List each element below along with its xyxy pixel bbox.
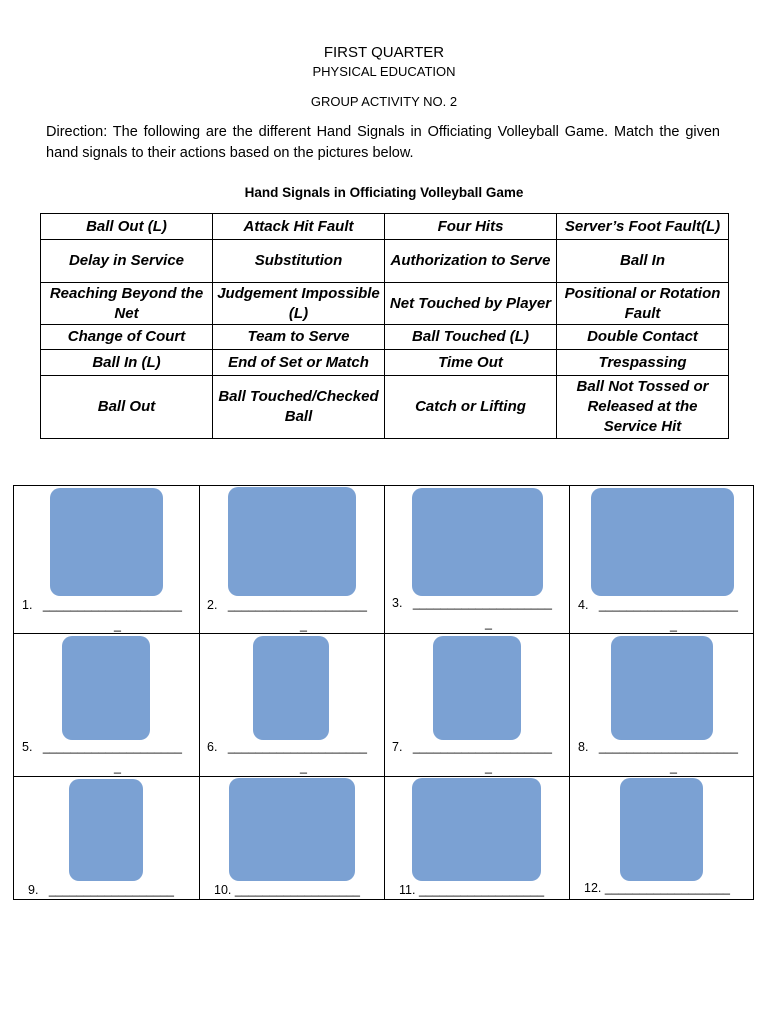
picture-cell	[385, 634, 570, 777]
table-cell: Attack Hit Fault	[213, 214, 385, 240]
answer-label	[207, 598, 367, 612]
answer-label	[392, 596, 552, 610]
answer-number: 10.	[214, 883, 232, 897]
answer-label	[578, 740, 738, 754]
answer-blank[interactable]: ____________________	[412, 740, 552, 754]
answer-number: 12.	[584, 881, 602, 895]
table-cell: Authorization to Serve	[385, 240, 557, 283]
answer-blank[interactable]: ____________________	[227, 598, 367, 612]
table-row	[41, 214, 729, 240]
answer-label	[22, 598, 182, 612]
picture-cell	[14, 634, 200, 777]
picture-cell	[570, 634, 753, 777]
table-cell: Ball Touched (L)	[385, 325, 557, 350]
answer-blank[interactable]: ____________________	[42, 598, 182, 612]
table-cell: Four Hits	[385, 214, 557, 240]
hand-signal-picture	[412, 488, 543, 596]
hand-signal-picture	[62, 636, 150, 740]
picture-cell	[385, 777, 570, 899]
table-row	[41, 325, 729, 350]
answer-blank-tail: _	[114, 618, 121, 632]
answer-label	[214, 883, 360, 897]
table-cell: Ball In (L)	[41, 350, 213, 376]
answer-blank[interactable]: ____________________	[598, 740, 738, 754]
hand-signals-table	[40, 213, 729, 439]
answer-number: 3.	[392, 596, 403, 610]
answer-number: 7.	[392, 740, 403, 754]
table-cell: Double Contact	[557, 325, 729, 350]
answer-blank[interactable]: __________________	[604, 881, 731, 895]
answer-number: 6.	[207, 740, 218, 754]
table-cell: Ball Out	[41, 376, 213, 439]
picture-cell	[570, 777, 753, 899]
answer-number: 9.	[28, 883, 39, 897]
answer-label	[28, 883, 174, 897]
answer-blank[interactable]: ____________________	[42, 740, 182, 754]
answer-label	[584, 881, 730, 895]
table-row	[41, 376, 729, 439]
picture-cell	[14, 777, 200, 899]
answer-label	[578, 598, 738, 612]
answer-label	[22, 740, 182, 754]
table-cell: Ball Not Tossed or Released at the Service Hit	[557, 376, 729, 439]
table-title: Hand Signals in Officiating Volleyball Game	[244, 185, 524, 200]
answer-blank[interactable]: __________________	[418, 883, 545, 897]
subject-heading: PHYSICAL EDUCATION	[312, 64, 456, 79]
activity-heading: GROUP ACTIVITY NO. 2	[310, 94, 458, 109]
hand-signal-picture	[253, 636, 329, 740]
answer-label	[399, 883, 544, 897]
table-cell: Reaching Beyond the Net	[41, 283, 213, 325]
table-cell: Server’s Foot Fault(L)	[557, 214, 729, 240]
table-cell: End of Set or Match	[213, 350, 385, 376]
table-cell: Ball Touched/Checked Ball	[213, 376, 385, 439]
picture-cell	[14, 486, 200, 634]
answer-number: 11.	[399, 883, 416, 897]
table-row	[41, 350, 729, 376]
answer-blank-tail: _	[300, 760, 307, 774]
picture-cell	[200, 634, 385, 777]
table-cell: Team to Serve	[213, 325, 385, 350]
answer-blank-tail: _	[485, 760, 492, 774]
hand-signal-picture	[229, 778, 355, 881]
picture-cell	[570, 486, 753, 634]
answer-blank-tail: _	[485, 616, 492, 630]
hand-signal-picture	[591, 488, 734, 596]
hand-signal-picture	[50, 488, 163, 596]
table-cell: Time Out	[385, 350, 557, 376]
hand-signal-picture	[620, 778, 703, 881]
answer-label	[392, 740, 552, 754]
answer-number: 8.	[578, 740, 589, 754]
table-cell: Judgement Impossible (L)	[213, 283, 385, 325]
picture-cell	[200, 777, 385, 899]
table-row	[41, 240, 729, 283]
picture-cell	[385, 486, 570, 634]
answer-number: 5.	[22, 740, 33, 754]
answer-blank[interactable]: ____________________	[227, 740, 367, 754]
answer-number: 4.	[578, 598, 589, 612]
answer-blank[interactable]: ____________________	[598, 598, 738, 612]
hand-signal-picture	[69, 779, 143, 881]
table-cell: Change of Court	[41, 325, 213, 350]
table-row	[41, 283, 729, 325]
table-cell: Substitution	[213, 240, 385, 283]
table-cell: Net Touched by Player	[385, 283, 557, 325]
answer-number: 1.	[22, 598, 33, 612]
answer-blank-tail: _	[670, 760, 677, 774]
picture-cell	[200, 486, 385, 634]
answer-blank[interactable]: ____________________	[412, 596, 552, 610]
table-cell: Ball Out (L)	[41, 214, 213, 240]
table-cell: Trespassing	[557, 350, 729, 376]
answer-blank-tail: _	[114, 760, 121, 774]
hand-signal-picture	[611, 636, 713, 740]
answer-blank-tail: _	[670, 618, 677, 632]
table-cell: Positional or Rotation Fault	[557, 283, 729, 325]
hand-signal-picture	[433, 636, 521, 740]
answer-blank-tail: _	[300, 618, 307, 632]
quarter-heading: FIRST QUARTER	[323, 44, 445, 61]
hand-signal-picture	[412, 778, 541, 881]
answer-blank[interactable]: __________________	[48, 883, 174, 897]
answer-label	[207, 740, 367, 754]
answer-number: 2.	[207, 598, 218, 612]
table-cell: Ball In	[557, 240, 729, 283]
picture-grid	[13, 485, 754, 900]
hand-signal-picture	[228, 487, 356, 596]
answer-blank[interactable]: __________________	[234, 883, 361, 897]
table-cell: Catch or Lifting	[385, 376, 557, 439]
direction-text: Direction: The following are the different Hand Signals in Officiating Volleyball Game. Match the given hand signals to their actions based on the pictures below.	[46, 124, 720, 161]
table-cell: Delay in Service	[41, 240, 213, 283]
